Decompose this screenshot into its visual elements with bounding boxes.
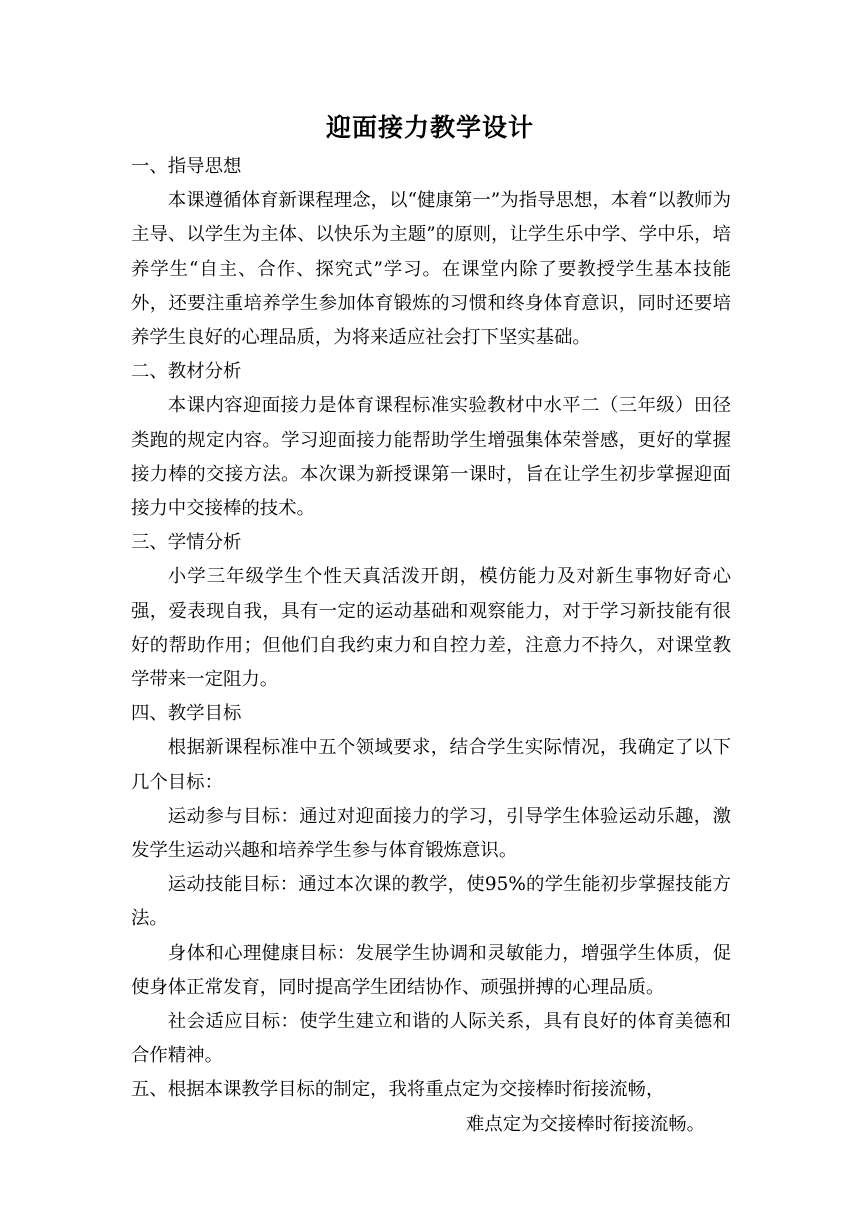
section-heading: 一、指导思想	[131, 156, 242, 177]
paragraph: 身体和心理健康目标：发展学生协调和灵敏能力，增强学生体质，促使身体正常发育，同时提高学生团结协作、顽强拼搏的心理品质。	[131, 942, 731, 998]
paragraph: 根据新课程标准中五个领域要求，结合学生实际情况，我确定了以下几个目标：	[131, 737, 731, 793]
paragraph: 运动技能目标：通过本次课的教学，使95%的学生能初步掌握技能方法。	[131, 874, 731, 930]
section-heading: 三、学情分析	[131, 532, 242, 554]
section-heading-final: 五、根据本课教学目标的制定，我将重点定为交接棒时衔接流畅，	[131, 1079, 665, 1101]
paragraph: 运动参与目标：通过对迎面接力的学习，引导学生体验运动乐趣，激发学生运动兴趣和培养学生参与体育锻炼意识。	[131, 805, 731, 862]
paragraph: 社会适应目标：使学生建立和谐的人际关系，具有良好的体育美德和合作精神。	[131, 1011, 731, 1067]
paragraph: 本课内容迎面接力是体育课程标准实验教材中水平二（三年级）田径类跑的规定内容。学习迎面接力能帮助学生增强集体荣誉感，更好的掌握接力棒的交接方法。本次课为新授课第一课时，旨在让学生初步掌握迎面接力中交接棒的技术。	[131, 395, 731, 520]
section-heading: 四、教学目标	[131, 703, 242, 725]
document-title: 迎面接力教学设计	[325, 113, 534, 142]
section-heading: 二、教材分析	[131, 361, 242, 383]
document-body	[131, 150, 731, 1142]
paragraph: 本课遵循体育新课程理念，以“健康第一”为指导思想，本着“以教师为主导、以学生为主体、以快乐为主题”的原则，让学生乐中学、学中乐，培养学生“自主、合作、探究式”学习。在课堂内除了要教授学生基本技能外，还要注重培养学生参加体育锻炼的习惯和终身体育意识，同时还要培养学生良好的心理品质，为将来适应社会打下坚实基础。	[131, 190, 731, 349]
final-line-continuation: 难点定为交接棒时衔接流畅。	[465, 1113, 705, 1135]
paragraph: 小学三年级学生个性天真活泼开朗，模仿能力及对新生事物好奇心强，爱表现自我，具有一定的运动基础和观察能力，对于学习新技能有很好的帮助作用；但他们自我约束力和自控力差，注意力不持久，对课堂教学带来一定阻力。	[131, 566, 731, 691]
